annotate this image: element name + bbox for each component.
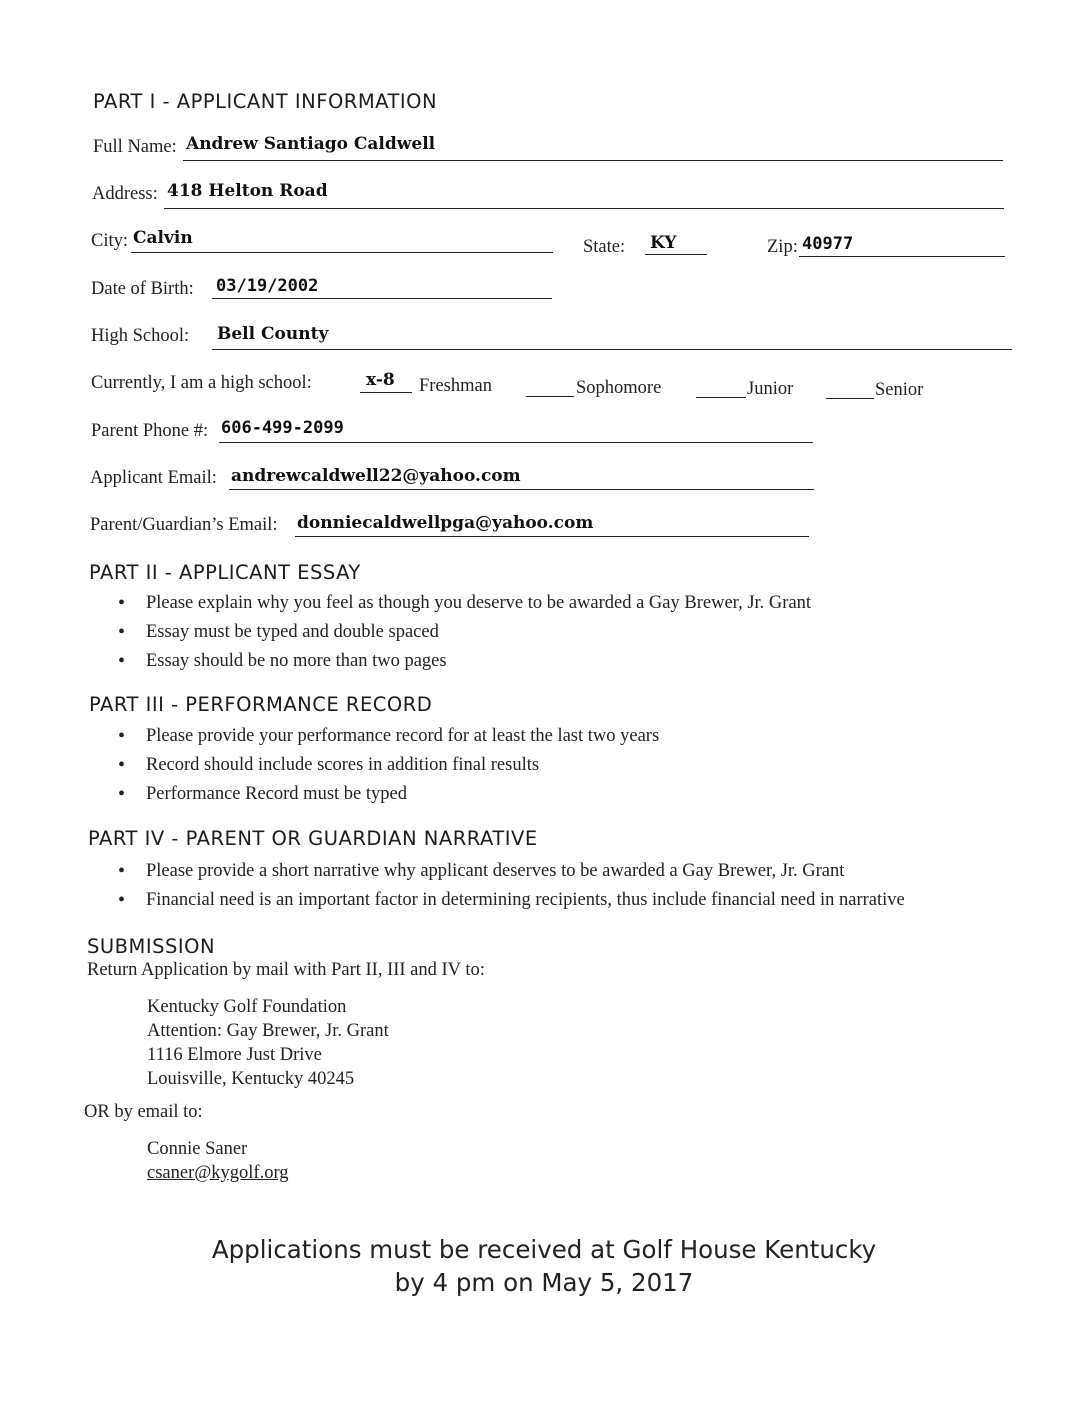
submission-intro: Return Application by mail with Part II, III and IV to: <box>87 960 485 980</box>
deadline-line-1: Applications must be received at Golf House Kentucky <box>211 1235 877 1264</box>
grade-option-senior: Senior <box>875 380 924 400</box>
parent-email-value[interactable]: donniecaldwellpga@yahoo.com <box>297 513 594 533</box>
zip-value[interactable]: 40977 <box>802 234 854 254</box>
part3-heading: PART III - PERFORMANCE RECORD <box>89 693 433 716</box>
junior-blank-line[interactable] <box>696 397 746 398</box>
part4-list <box>112 857 905 915</box>
deadline-notice <box>0 1233 1088 1299</box>
zip-label: Zip: <box>767 237 798 257</box>
dob-field-line <box>212 298 552 299</box>
list-item: • Record should include scores in addition final results <box>112 751 659 780</box>
grade-option-junior: Junior <box>747 379 794 399</box>
address-label: Address: <box>92 184 158 204</box>
applicant-email-field-line <box>229 489 814 490</box>
part2-heading: PART II - APPLICANT ESSAY <box>89 561 361 584</box>
submission-heading: SUBMISSION <box>87 935 216 958</box>
dob-value[interactable]: 03/19/2002 <box>216 276 319 296</box>
grade-option-sophomore: Sophomore <box>576 378 662 398</box>
grade-label: Currently, I am a high school: <box>91 373 312 393</box>
freshman-blank-line <box>360 392 412 393</box>
email-contact-block <box>147 1137 289 1185</box>
part2-list <box>112 589 811 676</box>
parent-email-label: Parent/Guardian’s Email: <box>90 515 278 535</box>
dob-label: Date of Birth: <box>91 279 194 299</box>
full-name-label: Full Name: <box>93 137 177 157</box>
parent-phone-value[interactable]: 606-499-2099 <box>221 418 344 438</box>
list-item: • Financial need is an important factor in determining recipients, thus include financial need in narrative <box>112 886 905 915</box>
list-item: • Please provide a short narrative why applicant deserves to be awarded a Gay Brewer, Jr. Grant <box>112 857 905 886</box>
full-name-field-line <box>183 160 1003 161</box>
parent-phone-label: Parent Phone #: <box>91 421 209 441</box>
or-email-label: OR by email to: <box>84 1102 203 1122</box>
applicant-email-value[interactable]: andrewcaldwell22@yahoo.com <box>231 466 521 486</box>
high-school-label: High School: <box>91 326 190 346</box>
parent-phone-field-line <box>219 442 813 443</box>
part3-list <box>112 722 659 809</box>
list-item: • Essay should be no more than two pages <box>112 647 811 676</box>
mail-line: Attention: Gay Brewer, Jr. Grant <box>147 1021 389 1041</box>
full-name-value[interactable]: Andrew Santiago Caldwell <box>186 134 436 154</box>
mail-line: 1116 Elmore Just Drive <box>147 1045 322 1065</box>
list-item: • Please provide your performance record for at least the last two years <box>112 722 659 751</box>
city-field-line <box>131 252 553 253</box>
list-item: • Please explain why you feel as though you deserve to be awarded a Gay Brewer, Jr. Grant <box>112 589 811 618</box>
senior-blank-line[interactable] <box>826 398 874 399</box>
city-value[interactable]: Calvin <box>133 228 193 248</box>
list-item: • Essay must be typed and double spaced <box>112 618 811 647</box>
zip-field-line <box>799 256 1005 257</box>
mail-line: Kentucky Golf Foundation <box>147 997 347 1017</box>
deadline-line-2: by 4 pm on May 5, 2017 <box>394 1268 694 1297</box>
address-field-line <box>164 208 1004 209</box>
mail-address-block <box>147 995 389 1091</box>
high-school-field-line <box>212 349 1012 350</box>
high-school-value[interactable]: Bell County <box>217 324 329 344</box>
applicant-email-label: Applicant Email: <box>90 468 217 488</box>
grade-option-freshman: Freshman <box>419 376 492 396</box>
city-label: City: <box>91 231 129 251</box>
contact-email-link[interactable]: csaner@kygolf.org <box>147 1163 289 1183</box>
parent-email-field-line <box>295 536 809 537</box>
state-value[interactable]: KY <box>650 233 677 253</box>
sophomore-blank-line[interactable] <box>526 396 574 397</box>
part4-heading: PART IV - PARENT OR GUARDIAN NARRATIVE <box>88 827 538 850</box>
part1-heading: PART I - APPLICANT INFORMATION <box>93 90 438 113</box>
mail-line: Louisville, Kentucky 40245 <box>147 1069 355 1089</box>
state-field-line <box>645 254 707 255</box>
list-item: • Performance Record must be typed <box>112 780 659 809</box>
contact-name: Connie Saner <box>147 1139 248 1159</box>
grade-marked-value[interactable]: x-8 <box>366 370 395 390</box>
address-value[interactable]: 418 Helton Road <box>167 181 328 201</box>
state-label: State: <box>583 237 626 257</box>
